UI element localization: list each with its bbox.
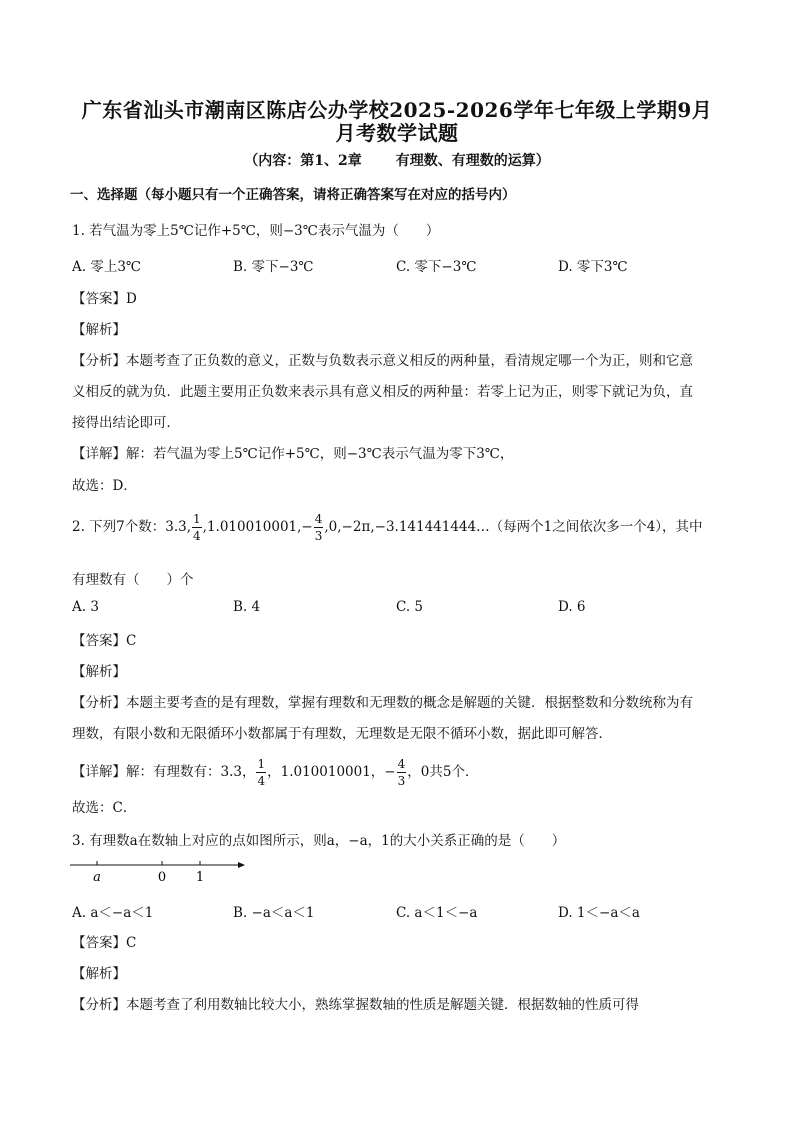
q2-detail-part: 【详解】解：有理数有：3.3， [72, 764, 256, 780]
fraction-four-thirds [314, 513, 324, 542]
q3-answer: 【答案】C [72, 935, 137, 951]
q1-option-b: B. 零下−3℃ [233, 259, 314, 275]
subtitle-topics: 有理数、有理数的运算） [395, 153, 550, 169]
fraction-denominator: 3 [397, 774, 406, 788]
q2-option-d: D. 6 [558, 599, 586, 615]
axis-label-zero: 0 [157, 870, 167, 885]
q2-stem-part: 2. 下列7个数：3.3, [72, 519, 192, 535]
q2-answer: 【答案】C [72, 633, 137, 649]
fraction-denominator: 4 [193, 529, 201, 543]
q3-analysis-label: 【解析】 [72, 966, 126, 982]
axis-label-one: 1 [195, 870, 205, 885]
q2-option-b: B. 4 [233, 599, 261, 615]
number-line-figure [70, 857, 250, 887]
q3-option-d: D. 1＜−a＜a [558, 905, 640, 921]
q1-answer: 【答案】D [72, 291, 137, 307]
q1-analysis-line: 【分析】本题考查了正负数的意义，正数与负数表示意义相反的两种量，看清规定哪一个为正，则和它意 [72, 353, 693, 369]
number-line-arrow [238, 862, 245, 868]
section-heading: 一、选择题（每小题只有一个正确答案，请将正确答案写在对应的括号内） [70, 187, 516, 203]
q2-option-c: C. 5 [396, 599, 424, 615]
q2-detail [72, 758, 478, 787]
q2-detail-part: ，0共5个． [407, 764, 479, 780]
q1-option-a: A. 零上3℃ [72, 259, 142, 275]
q1-analysis-line: 义相反的就为负．此题主要用正负数来表示具有意义相反的两种量：若零上记为正，则零下就记为负，直 [72, 384, 693, 400]
q1-detail: 【详解】解：若气温为零上5℃记作+5℃，则−3℃表示气温为零下3℃， [72, 446, 514, 462]
q2-analysis-line: 【分析】本题主要考查的是有理数，掌握有理数和无理数的概念是解题的关键．根据整数和分数统称为有 [72, 695, 693, 711]
q1-option-d: D. 零下3℃ [558, 259, 628, 275]
q2-analysis-line: 理数，有限小数和无限循环小数都属于有理数，无理数是无限不循环小数，据此即可解答． [72, 726, 612, 742]
q3-option-b: B. −a＜a＜1 [233, 905, 315, 921]
q1-choice: 故选：D． [72, 478, 137, 494]
q2-analysis-label: 【解析】 [72, 664, 126, 680]
fraction-one-quarter [192, 513, 202, 542]
q1-stem: 1. 若气温为零上5℃记作+5℃，则−3℃表示气温为（ ） [72, 223, 440, 239]
fraction-one-quarter [256, 758, 266, 787]
q2-stem [72, 513, 703, 542]
fraction-numerator: 4 [397, 757, 406, 771]
q3-analysis-line: 【分析】本题考查了利用数轴比较大小，熟练掌握数轴的性质是解题关键．根据数轴的性质可得 [72, 997, 639, 1013]
q2-option-a: A. 3 [72, 599, 99, 615]
exam-title-line1: 广东省汕头市潮南区陈店公办学校2025-2026学年七年级上学期9月 [81, 98, 713, 122]
q3-option-a: A. a＜−a＜1 [72, 905, 154, 921]
q3-stem: 3. 有理数a在数轴上对应的点如图所示，则a，−a，1的大小关系正确的是（ ） [72, 833, 566, 849]
fraction-numerator: 1 [193, 512, 201, 526]
q2-stem-part: ,1.010010001,− [202, 519, 313, 535]
q1-analysis-line: 接得出结论即可． [72, 415, 180, 431]
q3-option-c: C. a＜1＜−a [396, 905, 478, 921]
exam-title-line2: 月考数学试题 [335, 121, 459, 145]
fraction-numerator: 1 [257, 757, 266, 771]
fraction-numerator: 4 [314, 512, 323, 526]
q1-analysis-label: 【解析】 [72, 322, 126, 338]
exam-subtitle [0, 150, 794, 170]
q2-stem-line2: 有理数有（ ）个 [72, 572, 194, 588]
fraction-four-thirds [397, 758, 407, 787]
fraction-denominator: 4 [257, 774, 266, 788]
q1-option-c: C. 零下−3℃ [396, 259, 477, 275]
q2-detail-part: ，1.010010001，− [267, 764, 396, 780]
fraction-denominator: 3 [314, 529, 323, 543]
subtitle-chapters: （内容：第1、2章 [244, 153, 362, 169]
axis-label-a: a [93, 870, 101, 885]
q2-stem-part: ,0,−2π,−3.141441444…（每两个1之间依次多一个4），其中 [324, 519, 703, 535]
q2-choice: 故选：C． [72, 800, 137, 816]
